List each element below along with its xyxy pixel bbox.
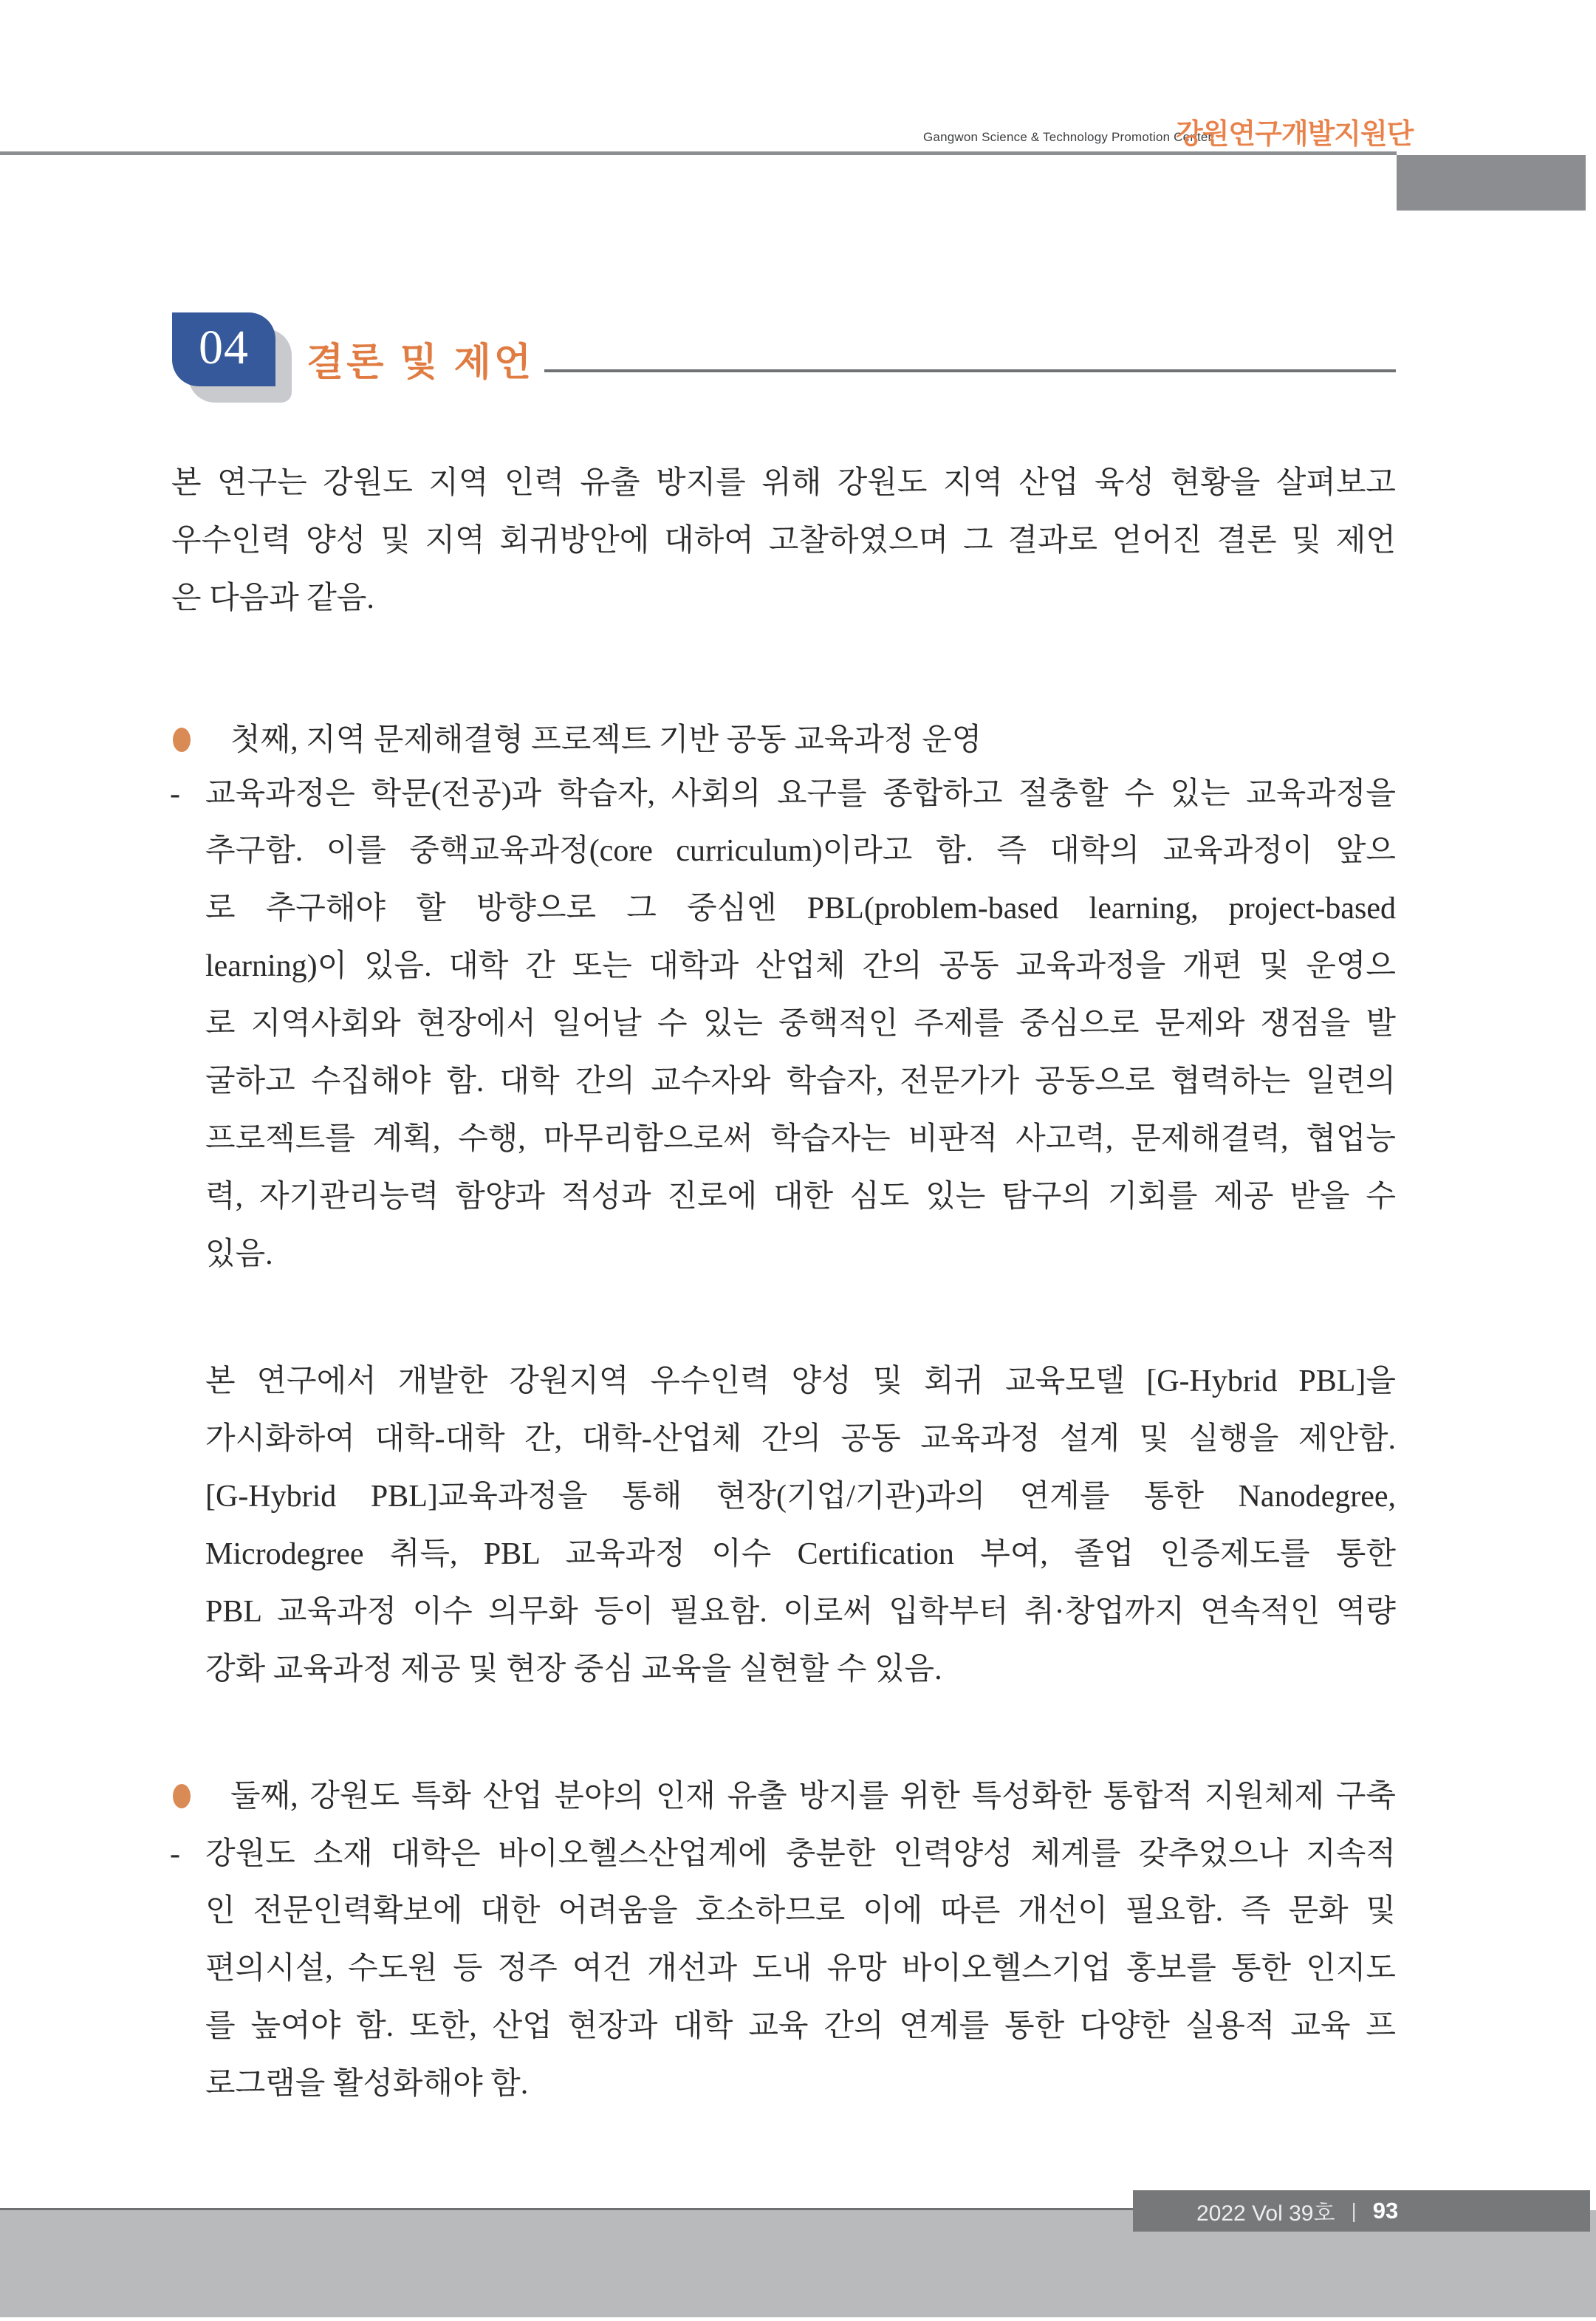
text-line: 추구함. 이를 중핵교육과정(core curriculum)이라고 함. 즉 대학의 교육과정이 앞으 <box>205 834 1396 868</box>
text-line: 있음. <box>205 1237 273 1271</box>
text-line: 가시화하여 대학-대학 간, 대학-산업체 간의 공동 교육과정 설계 및 실행을 제안함. <box>205 1422 1396 1456</box>
text-line: 로 지역사회와 현장에서 일어날 수 있는 중핵적인 주제를 중심으로 문제와 쟁점을 발 <box>205 1007 1396 1041</box>
bullet-dot-icon <box>173 728 191 752</box>
section-title: 결론 및 제언 <box>306 341 535 384</box>
text-line: 편의시설, 수도원 등 정주 여건 개선과 도내 유망 바이오헬스기업 홍보를 통한 인지도 <box>205 1952 1396 1986</box>
text-line: 본 연구는 강원도 지역 인력 유출 방지를 위해 강원도 지역 산업 육성 현황을 살펴보고 <box>171 466 1396 500</box>
text-line: learning)이 있음. 대학 간 또는 대학과 산업체 간의 공동 교육과정을 개편 및 운영으 <box>205 949 1396 983</box>
org-logo-korean: 강원연구개발지원단 <box>1176 119 1414 150</box>
section-number-badge <box>172 312 275 386</box>
org-name-english: Gangwon Science & Technology Promotion Center <box>923 130 1213 144</box>
footer-separator: | <box>1351 2199 1357 2222</box>
footer-volume-label: 2022 Vol 39호 <box>1196 2201 1335 2226</box>
text-line: 프로젝트를 계획, 수행, 마무리함으로써 학습자는 비판적 사고력, 문제해결력, 협업능 <box>205 1122 1396 1156</box>
text-line: 굴하고 수집해야 함. 대학 간의 교수자와 학습자, 전문가가 공동으로 협력하는 일련의 <box>205 1064 1396 1098</box>
text-line: 우수인력 양성 및 지역 회귀방안에 대하여 고찰하였으며 그 결과로 얻어진 결론 및 제언 <box>171 524 1396 558</box>
header-rule-bar <box>0 151 1397 155</box>
section-title-rule <box>544 369 1396 372</box>
text-line: 둘째, 강원도 특화 산업 분야의 인재 유출 방지를 위한 특성화한 통합적 지원체제 구축 <box>230 1768 1396 1825</box>
bullet-dot-icon <box>173 1784 191 1808</box>
text-line: PBL 교육과정 이수 의무화 등이 필요함. 이로써 입학부터 취·창업까지 연속적인 역량 <box>205 1595 1396 1629</box>
text-line: 강원도 소재 대학은 바이오헬스산업계에 충분한 인력양성 체계를 갖추었으나 지속적 - <box>205 1825 1396 1883</box>
bullet-dash-marker: - <box>170 1837 180 1871</box>
bullet-dash-marker: - <box>170 777 180 811</box>
text-line: 은 다음과 같음. <box>171 581 374 615</box>
text-line: [G-Hybrid PBL]교육과정을 통해 현장(기업/기관)과의 연계를 통한 Nanodegree, <box>205 1480 1396 1514</box>
text-line: 력, 자기관리능력 함양과 적성과 진로에 대한 심도 있는 탐구의 기회를 제공 받을 수 <box>205 1180 1396 1214</box>
text-line: 강화 교육과정 제공 및 현장 중심 교육을 실현할 수 있음. <box>205 1652 942 1686</box>
header-corner-block <box>1397 155 1586 211</box>
section-number: 04 <box>199 321 249 375</box>
footer-page-number: 93 <box>1372 2198 1399 2223</box>
text-line: 로그램을 활성화해야 함. <box>205 2067 529 2101</box>
text-line: 교육과정은 학문(전공)과 학습자, 사회의 요구를 종합하고 절충할 수 있는 교육과정을 - <box>205 765 1396 823</box>
text-line: 로 추구해야 할 방향으로 그 중심엔 PBL(problem-based learning, project-based <box>205 892 1396 926</box>
text-line: 인 전문인력확보에 대한 어려움을 호소하므로 이에 따른 개선이 필요함. 즉 문화 및 <box>205 1894 1396 1928</box>
text-line: Microdegree 취득, PBL 교육과정 이수 Certification 부여, 졸업 인증제도를 통한 <box>205 1537 1396 1571</box>
text-line: 본 연구에서 개발한 강원지역 우수인력 양성 및 회귀 교육모델 [G-Hybrid PBL]을 <box>205 1364 1396 1398</box>
text-line: 를 높여야 함. 또한, 산업 현장과 대학 교육 간의 연계를 통한 다양한 실용적 교육 프 <box>205 2009 1396 2043</box>
text-line: 첫째, 지역 문제해결형 프로젝트 기반 공동 교육과정 운영 <box>230 711 1396 769</box>
footer-issue-box <box>1133 2190 1590 2232</box>
